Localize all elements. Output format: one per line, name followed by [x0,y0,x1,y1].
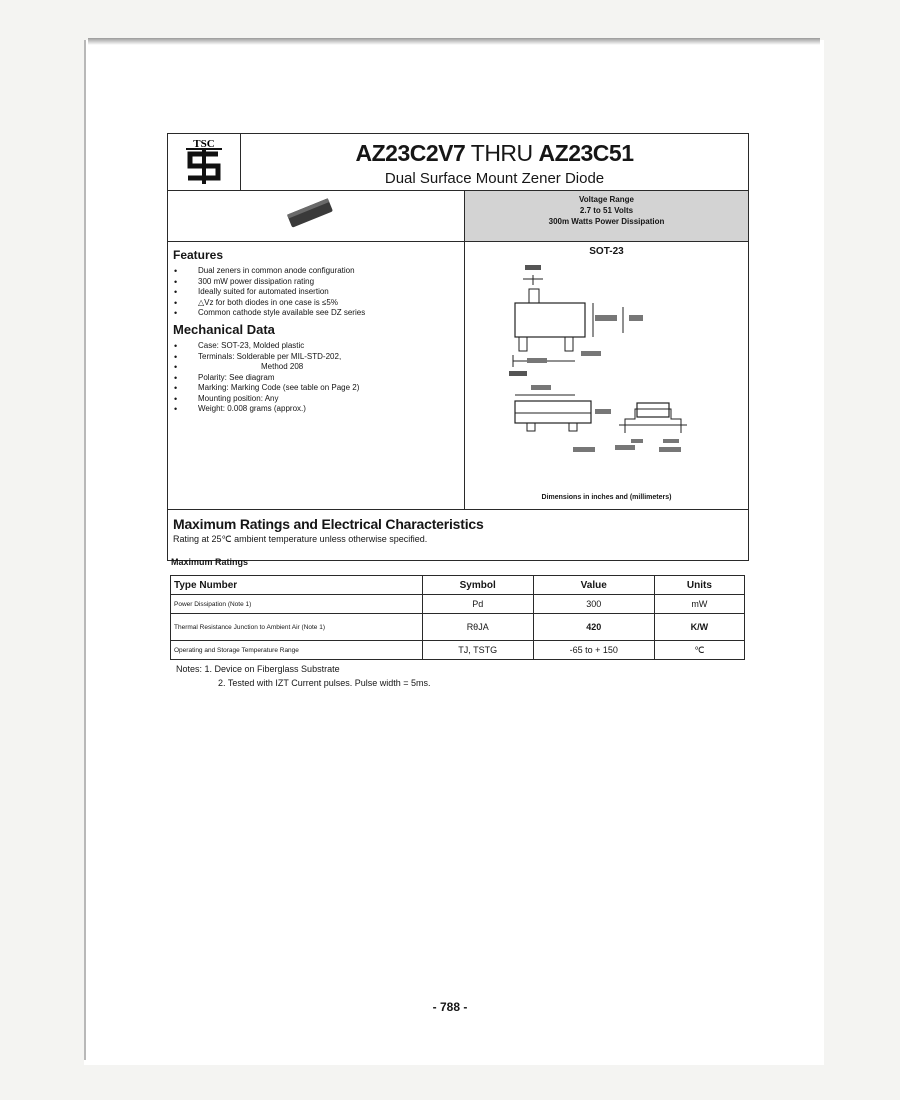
table-row [171,595,745,614]
column-header: Type Number [171,576,423,595]
scan-edge-left [84,40,86,1060]
table-cell: mW [654,595,744,614]
column-header: Units [654,576,744,595]
column-header: Symbol [422,576,533,595]
table-cell: 300 [533,595,654,614]
dimensions-note: Dimensions in inches and (millimeters) [541,494,672,501]
mechanical-item: • Method 208 [173,362,464,372]
feature-item: • Dual zeners in common anode configuration [173,266,464,276]
mechanical-item: • Marking: Marking Code (see table on Page 2) [173,383,464,393]
table-cell: Operating and Storage Temperature Range [171,641,423,660]
title-row [168,134,748,191]
tsc-logo [168,134,241,190]
feature-item: • 300 mW power dissipation rating [173,277,464,287]
table-row [171,641,745,660]
table-cell: K/W [654,614,744,641]
feature-item: • △Vz for both diodes in one case is ≤5% [173,298,464,308]
table-row [171,614,745,641]
ratings-subheading: Rating at 25℃ ambient temperature unless otherwise specified. [173,534,428,544]
features-column [168,242,465,509]
ratings-row [168,510,748,560]
package-label: SOT-23 [589,246,624,257]
mechanical-item: • Terminals: Solderable per MIL-STD-202, [173,352,464,362]
package-drawing [465,257,748,487]
mechanical-list [168,341,464,414]
table-cell: TJ, TSTG [422,641,533,660]
table-caption: Maximum Ratings [171,557,249,567]
voltage-range-label: Voltage Range [579,195,634,204]
feature-item: • Common cathode style available see DZ series [173,308,464,318]
column-header: Value [533,576,654,595]
table-cell: RθJA [422,614,533,641]
page-title: AZ23C2V7 THRU AZ23C51 [355,140,634,166]
table-cell: Thermal Resistance Junction to Ambient Air (Note 1) [171,614,423,641]
voltage-range-box [465,191,748,241]
table-cell: Pd [422,595,533,614]
page-subtitle: Dual Surface Mount Zener Diode [384,170,605,187]
note-2: 2. Tested with IZT Current pulses. Pulse width = 5ms. [218,678,431,688]
table-cell: -65 to + 150 [533,641,654,660]
features-list [168,266,464,318]
table-header-row [171,576,745,595]
features-heading: Features [173,248,224,262]
mechanical-item: • Case: SOT-23, Molded plastic [173,341,464,351]
logo-text: TSC [193,138,215,150]
ratings-heading: Maximum Ratings and Electrical Characteristics [173,516,484,532]
notes [176,662,431,690]
mechanical-item: • Mounting position: Any [173,394,464,404]
mechanical-item: • Polarity: See diagram [173,373,464,383]
body-row [168,242,748,510]
package-column [465,242,748,509]
datasheet-box [167,133,749,561]
feature-item: • Ideally suited for automated insertion [173,287,464,297]
power-dissipation-label: 300m Watts Power Dissipation [548,217,665,226]
package-photo [168,191,465,241]
mechanical-heading: Mechanical Data [173,322,275,337]
summary-row [168,191,748,242]
max-ratings-table [170,575,745,660]
table-cell: 420 [533,614,654,641]
mechanical-item: • Weight: 0.008 grams (approx.) [173,404,464,414]
page-number: - 788 - [432,1000,468,1014]
voltage-range-value: 2.7 to 51 Volts [579,206,634,215]
title-area [241,134,748,190]
table-cell: ℃ [654,641,744,660]
scan-edge-top [88,38,820,45]
note-1: Notes: 1. Device on Fiberglass Substrate [176,664,340,674]
table-cell: Power Dissipation (Note 1) [171,595,423,614]
